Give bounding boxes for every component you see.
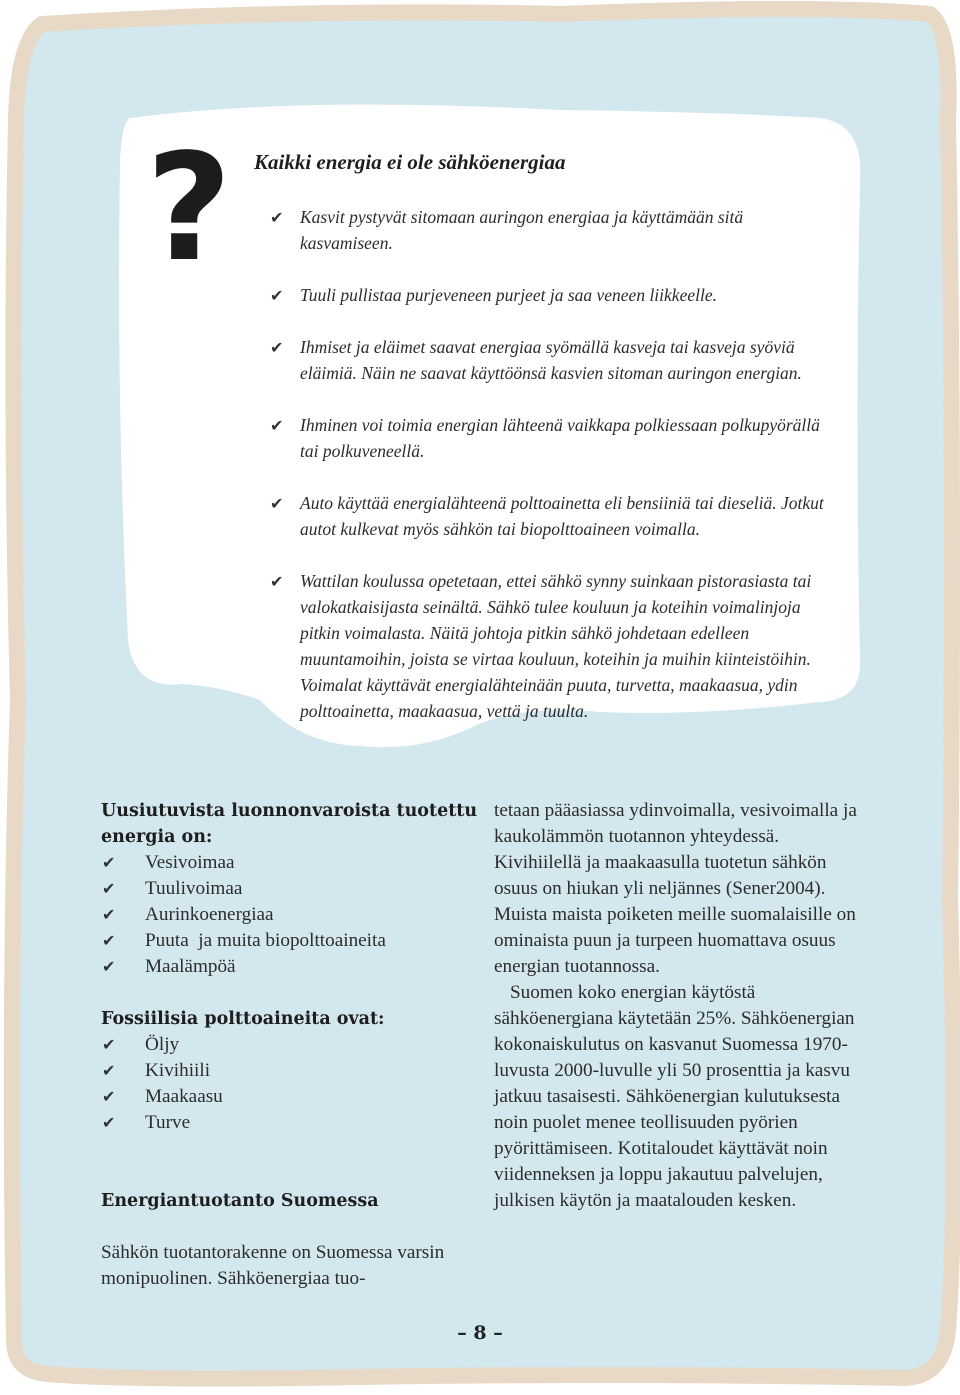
callout-title: Kaikki energia ei ole sähköenergiaa (254, 150, 566, 174)
list-item: ✔ Kivihiili (101, 1058, 481, 1084)
list-item: ✔ Tuulivoimaa (101, 876, 481, 902)
check-icon: ✔ (102, 931, 116, 950)
fossil-heading: Fossiilisia polttoaineita ovat: (101, 1009, 385, 1029)
check-icon: ✔ (270, 338, 284, 357)
page-number: – 8 – (457, 1322, 503, 1344)
check-icon: ✔ (102, 1061, 116, 1080)
check-icon: ✔ (102, 1087, 116, 1106)
renewable-list (101, 850, 481, 980)
production-text: Sähkön tuotantorakenne on Suomessa varsin monipuolinen. Sähköenergiaa tuo- (101, 1242, 445, 1289)
callout-list (270, 204, 840, 724)
list-item: ✔ Kasvit pystyvät sitomaan auringon energiaa ja käyttämään sitä kasvamiseen. (270, 207, 744, 253)
list-item: ✔ Auto käyttää energialähteenä polttoainetta eli bensiiniä tai dieseliä. Jotkut autot kulkevat myös sähkön tai biopolttoaineen voimalla. (270, 493, 824, 539)
list-item: ✔ Aurinkoenergiaa (101, 902, 481, 928)
list-item: ✔ Öljy (101, 1032, 481, 1058)
question-mark-icon: ? (146, 122, 232, 294)
list-item: ✔ Ihminen voi toimia energian lähteenä vaikkapa polkiessaan polkupyörällä tai polkuveneellä. (270, 415, 820, 461)
list-item: ✔ Maalämpöä (101, 954, 481, 980)
check-icon: ✔ (102, 853, 116, 872)
check-icon: ✔ (102, 1035, 116, 1054)
check-icon: ✔ (102, 957, 116, 976)
list-item: ✔ Wattilan koulussa opetetaan, ettei sähkö synny suinkaan pistorasiasta tai valokatkaisijasta seinältä. Sähkö tulee kouluun ja koteihin voimalinjoja pitkin voimalasta. Näitä johtoja pitkin sähkö johdetaan edelleen muuntamoihin, joista se virtaa kouluun, koteihin ja muihin kiinteistöihin. Voimalat käyttävät energialähteinään puuta, turvetta, maakaasua, ydin polttoainetta, maakaasua, vettä ja tuulta. (270, 571, 812, 721)
list-item: ✔ Ihmiset ja eläimet saavat energiaa syömällä kasveja tai kasveja syöviä eläimiä. Näin ne saavat käyttöönsä kasvien sitoman auringon energian. (270, 337, 802, 383)
right-column (494, 798, 866, 1214)
list-item: ✔ Turve (101, 1110, 481, 1136)
fossil-list (101, 1032, 481, 1136)
list-item: ✔ Puuta ja muita biopolttoaineita (101, 928, 481, 954)
check-icon: ✔ (270, 572, 284, 591)
list-item: ✔ Tuuli pullistaa purjeveneen purjeet ja saa veneen liikkeelle. (270, 282, 840, 308)
list-item: ✔ Vesivoimaa (101, 850, 481, 876)
list-item: ✔ Maakaasu (101, 1084, 481, 1110)
check-icon: ✔ (270, 286, 284, 305)
left-column (101, 798, 481, 1292)
check-icon: ✔ (102, 1113, 116, 1132)
check-icon: ✔ (102, 879, 116, 898)
check-icon: ✔ (102, 905, 116, 924)
right-paragraph-1: tetaan pääasiassa ydinvoimalla, vesivoimalla ja kaukolämmön tuotannon yhteydessä. Kivihiilellä ja maakaasulla tuotetun sähkön osuus on hiukan yli neljännes (Sener2004). Muista maista poiketen meille suomalaisille on ominaista puun ja turpeen huomattava osuus energian tuotannossa. (494, 800, 857, 977)
production-heading: Energiantuotanto Suomessa (101, 1191, 379, 1211)
renewable-heading: Uusiutuvista luonnonvaroista tuotettu energia on: (101, 801, 478, 847)
check-icon: ✔ (270, 208, 284, 227)
right-paragraph-2: Suomen koko energian käytöstä sähköenergiana käytetään 25%. Sähköenergian kokonaiskulutus on kasvanut Suomessa 1970-luvusta 2000-luvulle yli 50 prosenttia ja kasvu jatkuu tasaisesti. Sähköenergian kulutuksesta noin puolet menee teollisuuden pyörien pyörittämiseen. Kotitaloudet käyttävät noin viidenneksen ja loppu jakautuu palvelujen, julkisen käytön ja maatalouden kesken. (494, 982, 855, 1211)
check-icon: ✔ (270, 416, 284, 435)
check-icon: ✔ (270, 494, 284, 513)
